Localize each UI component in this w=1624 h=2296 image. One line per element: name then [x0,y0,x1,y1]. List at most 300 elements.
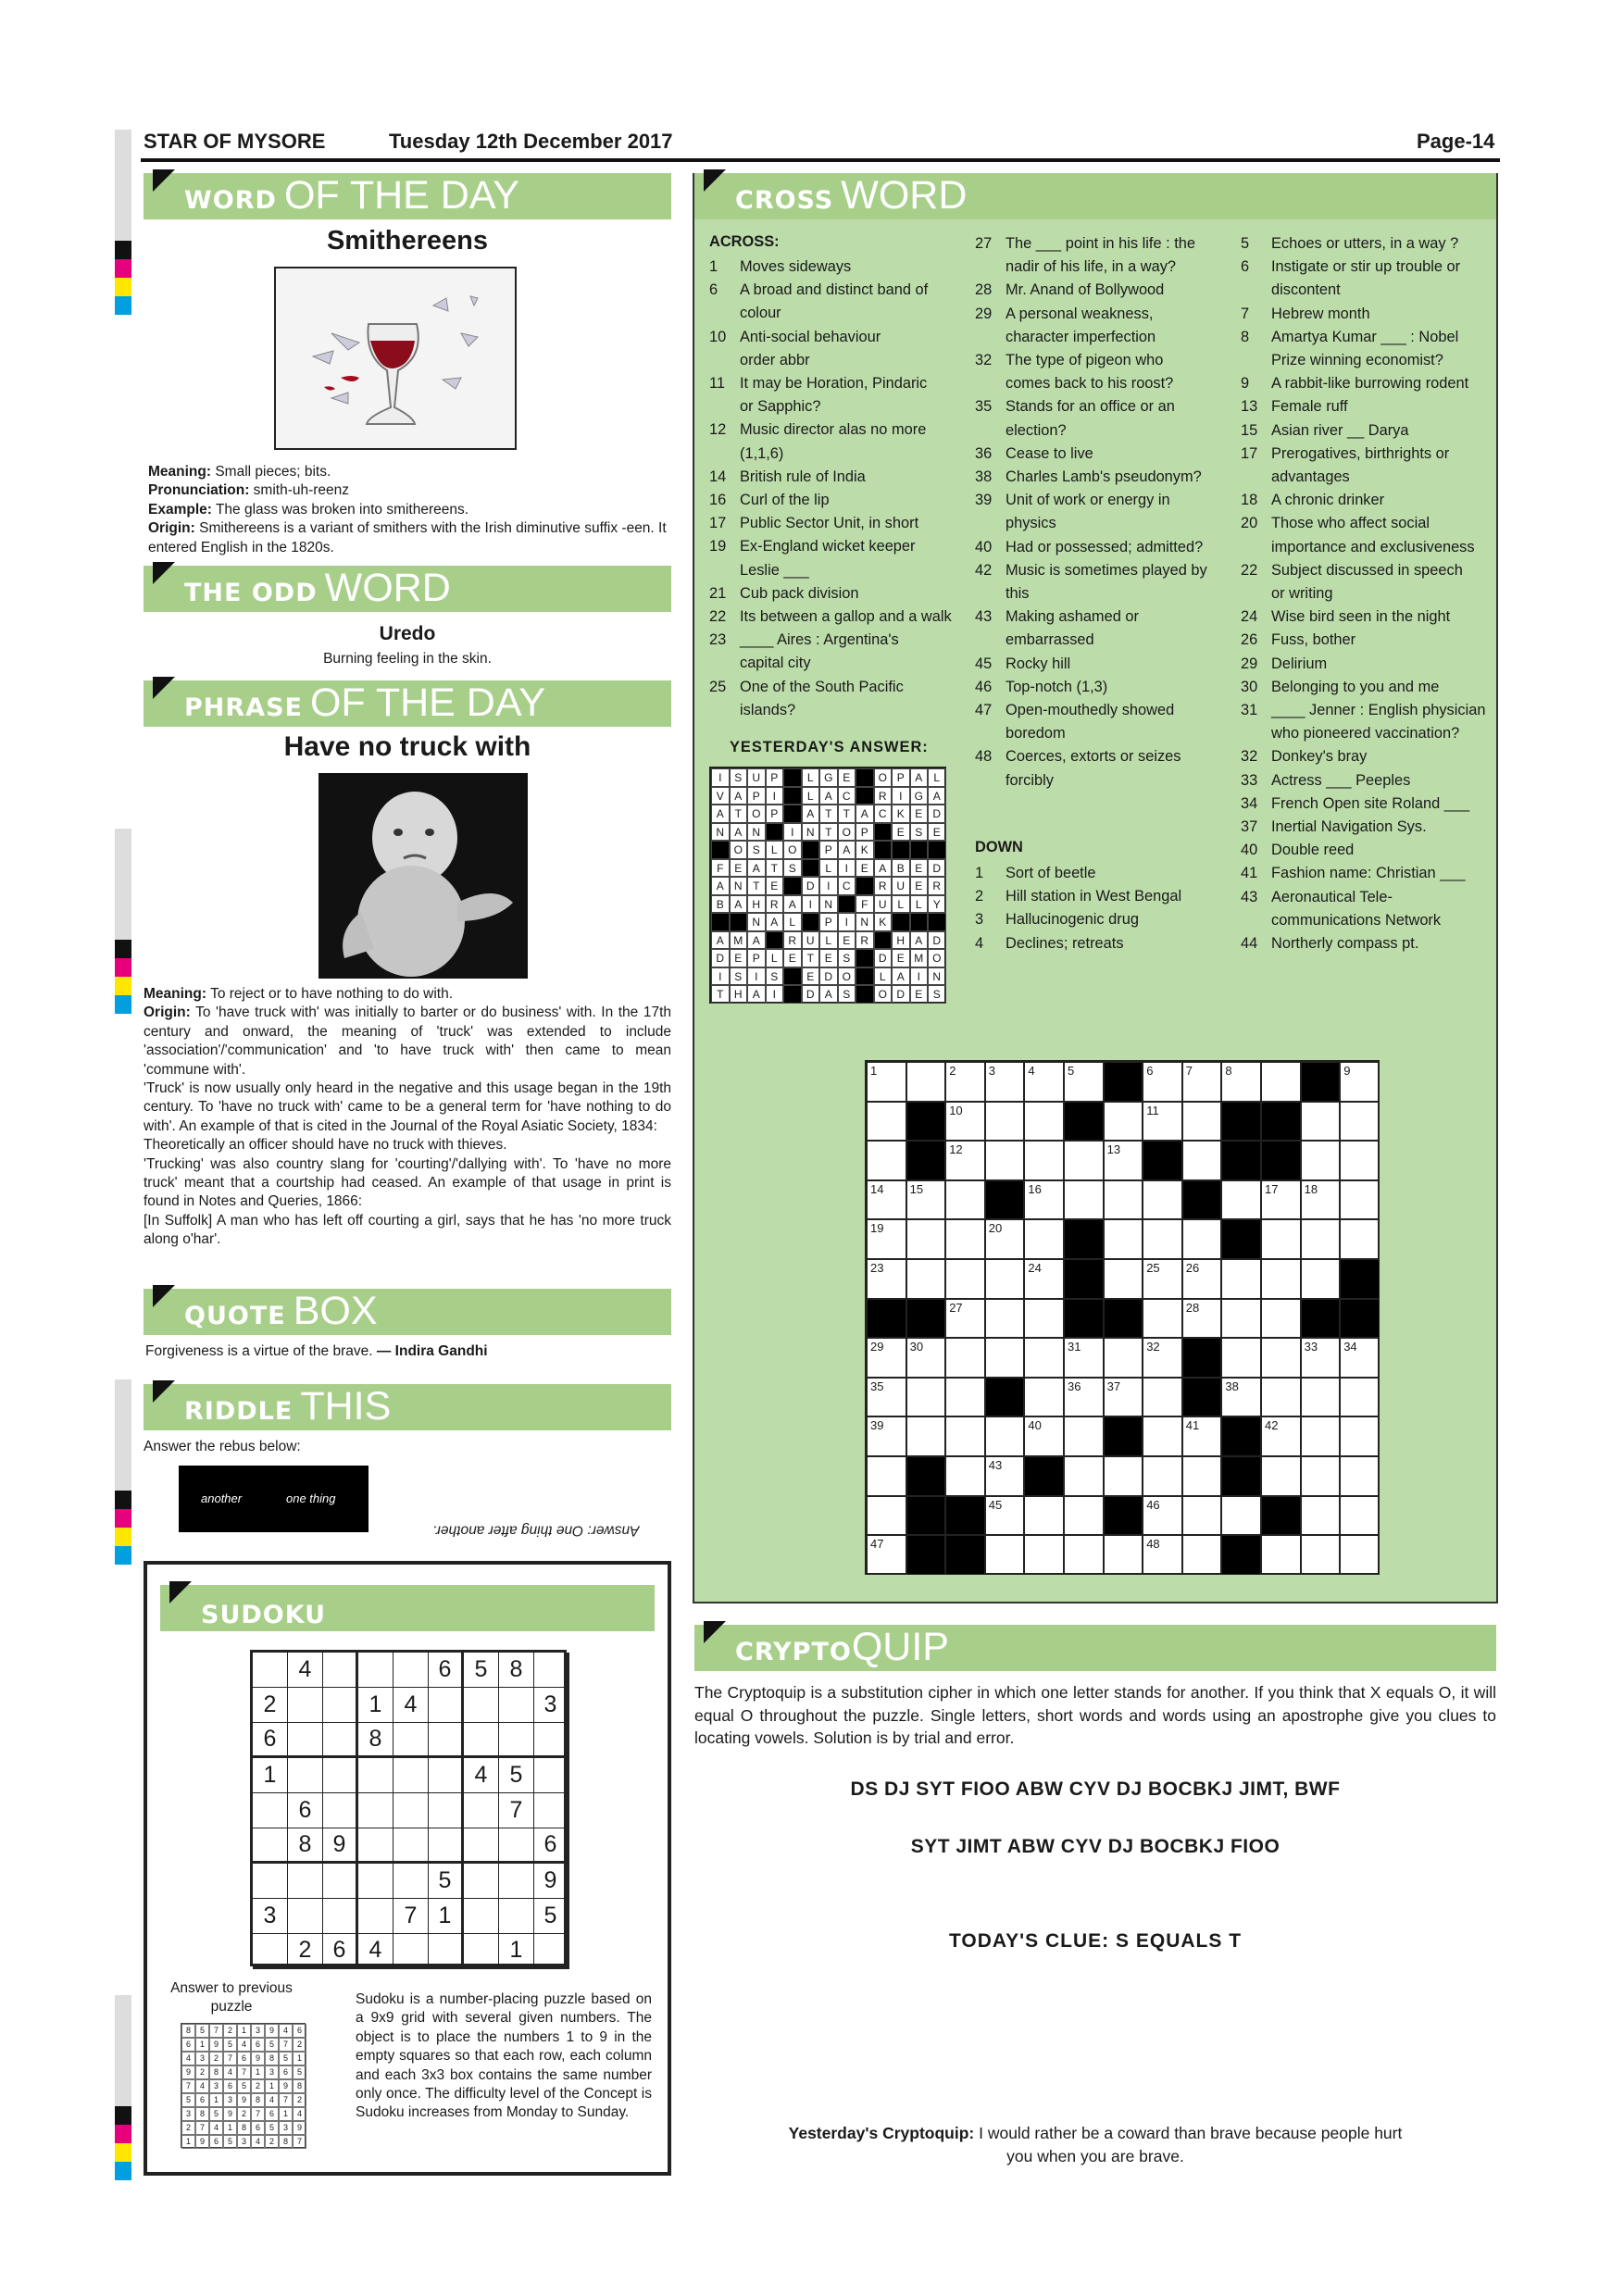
sudoku-cell: 5 [464,1653,499,1688]
crossword-cell[interactable] [945,1259,985,1299]
answer-cell [838,895,856,914]
answer-cell: T [838,805,856,823]
sudoku-cell[interactable] [323,1864,358,1899]
sudoku-cell[interactable] [323,1758,358,1793]
sudoku-cell[interactable] [534,1758,569,1793]
crossword-clue-number: 1 [870,1064,878,1078]
crossword-cell[interactable] [867,1259,906,1299]
crossword-cell[interactable] [906,1062,946,1102]
answer-cell: D [711,949,730,967]
clue-number: 1 [709,258,718,275]
answer-cell [783,967,802,986]
clue-row [709,443,955,466]
sudoku-cell[interactable] [253,1828,288,1864]
sudoku-cell[interactable] [358,1793,394,1828]
sudoku-cell[interactable] [464,1899,499,1934]
crossword-cell[interactable] [1340,1416,1380,1456]
crossword-cell[interactable] [1221,1338,1261,1378]
crossword-cell[interactable] [1143,1378,1182,1417]
crossword-cell[interactable] [1024,1259,1064,1299]
crossword-cell[interactable] [945,1299,985,1339]
crossword-cell[interactable] [1340,1102,1380,1142]
crossword-cell[interactable] [985,1102,1025,1142]
down-title: DOWN [975,839,1023,855]
crossword-cell[interactable] [1221,1299,1261,1339]
sudoku-cell[interactable] [288,1899,323,1934]
crossword-block [1182,1338,1222,1378]
sudoku-cell[interactable] [358,1653,394,1688]
sudoku-cell[interactable] [358,1828,394,1864]
sudoku-cell[interactable] [429,1758,464,1793]
clue-number: 16 [709,492,727,509]
clue-number: 38 [975,468,993,486]
crossword-cell[interactable] [1024,1416,1064,1456]
crossword-clue-number: 11 [1146,1103,1159,1117]
clue-number: 19 [709,538,727,555]
crossword-cell[interactable] [1024,1535,1064,1575]
crossword-cell[interactable] [1182,1102,1222,1142]
answer-cell: L [766,949,784,967]
clue-text: Stands for an office or an [1006,398,1175,416]
crossword-cell[interactable] [1104,1456,1143,1496]
clue-number: 39 [975,492,993,509]
crossword-cell[interactable] [1221,1496,1261,1536]
crossword-cell[interactable] [867,1102,906,1142]
sudoku-cell[interactable] [499,1864,534,1899]
crossword-cell[interactable] [867,1416,906,1456]
sudoku-cell[interactable] [464,1828,499,1864]
sudoku-cell[interactable] [464,1793,499,1828]
sudoku-cell[interactable] [358,1899,394,1934]
clue-row [975,419,1225,443]
answer-cell: L [910,895,929,914]
clue-row [709,699,955,722]
sudoku-prev-cell: 3 [279,2121,293,2135]
crossword-cell[interactable] [985,1416,1025,1456]
crossword-cell[interactable] [867,1219,906,1259]
answer-cell [856,985,874,1004]
sudoku-cell[interactable] [394,1758,429,1793]
crossword-cell[interactable] [945,1338,985,1378]
riddle-answer: Answer: One thing after another. [432,1522,640,1539]
answer-cell: S [838,985,856,1004]
rebus-image: another one thing [179,1466,369,1532]
crossword-cell[interactable] [906,1259,946,1299]
crossword-cell[interactable] [1143,1496,1182,1536]
crossword-cell[interactable] [1221,1378,1261,1417]
sudoku-cell[interactable] [464,1934,499,1969]
crossword-block [1221,1456,1261,1496]
crossword-cell[interactable] [1064,1535,1104,1575]
sudoku-prev-cell: 7 [181,2079,195,2093]
crossword-cell[interactable] [1301,1141,1341,1180]
crossword-cell[interactable] [1024,1141,1064,1180]
crossword-cell[interactable] [1064,1456,1104,1496]
crossword-cell[interactable] [985,1338,1025,1378]
crossword-cell[interactable] [1340,1338,1380,1378]
clue-text: Music is sometimes played by [1006,561,1207,579]
clue-text: Belonging to you and me [1271,678,1440,695]
crossword-cell[interactable] [1064,1141,1104,1180]
clue-number: 33 [1241,771,1258,789]
clue-number: 18 [1241,492,1258,509]
sudoku-cell[interactable] [394,1723,429,1758]
across-clues-col1 [709,256,955,722]
crossword-cell[interactable] [1261,1219,1301,1259]
crossword-cell[interactable] [1143,1456,1182,1496]
crossword-cell[interactable] [945,1416,985,1456]
crossword-cell[interactable] [1340,1535,1380,1575]
crossword-cell[interactable] [1221,1180,1261,1220]
clue-text: Ex-England wicket keeper [740,538,916,555]
clue-number: 30 [1241,678,1258,695]
crossword-cell[interactable] [1024,1496,1064,1536]
crossword-cell[interactable] [867,1535,906,1575]
clue-text: Coerces, extorts or seizes [1006,748,1181,766]
crossword-block [1182,1378,1222,1417]
sudoku-cell[interactable] [288,1723,323,1758]
crossword-cell[interactable] [1261,1338,1301,1378]
crossword-cell[interactable] [945,1378,985,1417]
answer-cell: K [856,841,874,859]
sudoku-cell: 8 [499,1653,534,1688]
sudoku-cell[interactable] [499,1723,534,1758]
sudoku-cell[interactable] [534,1934,569,1969]
crossword-cell[interactable] [867,1141,906,1180]
answer-cell [856,967,874,986]
crossword-cell[interactable] [1143,1180,1182,1220]
crossword-cell[interactable] [985,1456,1025,1496]
clue-number: 48 [975,748,993,766]
crossword-cell[interactable] [1301,1416,1341,1456]
crossword-cell[interactable] [1261,1378,1301,1417]
crossword-cell[interactable] [1064,1062,1104,1102]
answer-cell: A [730,787,748,805]
clue-text: Actress ___ Peeples [1271,771,1411,789]
crossword-cell[interactable] [1064,1338,1104,1378]
sudoku-cell[interactable] [429,1723,464,1758]
crossword-cell[interactable] [1024,1378,1064,1417]
sudoku-cell: 5 [499,1758,534,1793]
crossword-cell[interactable] [1340,1180,1380,1220]
sudoku-cell[interactable] [288,1864,323,1899]
sudoku-cell[interactable] [429,1828,464,1864]
clue-text: Fashion name: Christian ___ [1271,865,1466,882]
crossword-cell[interactable] [1024,1102,1064,1142]
answer-cell: E [856,859,874,878]
crossword-cell[interactable] [1261,1535,1301,1575]
crossword-cell[interactable] [1104,1219,1143,1259]
clue-row [709,489,955,512]
crossword-cell[interactable] [867,1062,906,1102]
clue-row [1241,676,1486,699]
header-rule [141,158,1500,162]
crossword-cell[interactable] [1104,1102,1143,1142]
clue-text: communications Network [1271,911,1442,929]
answer-cell: G [910,787,929,805]
sudoku-prev-cell: 7 [195,2121,209,2135]
answer-cell: R [783,931,802,950]
crossword-cell[interactable] [1104,1535,1143,1575]
answer-cell: K [874,913,893,931]
crossword-cell[interactable] [1261,1259,1301,1299]
crossword-cell[interactable] [1301,1456,1341,1496]
sudoku-cell[interactable] [253,1653,288,1688]
sudoku-prev-cell: 5 [237,2079,251,2093]
crossword-cell[interactable] [1182,1141,1222,1180]
sudoku-cell: 6 [323,1934,358,1969]
sudoku-cell[interactable] [253,1793,288,1828]
crossword-cell[interactable] [1261,1456,1301,1496]
sudoku-cell[interactable] [394,1934,429,1969]
sudoku-cell: 9 [534,1864,569,1899]
crossword-block [1221,1219,1261,1259]
crossword-cell[interactable] [1104,1180,1143,1220]
crossword-cell[interactable] [1340,1062,1380,1102]
answer-cell: B [892,859,910,878]
sudoku-cell[interactable] [394,1653,429,1688]
crossword-cell[interactable] [1143,1219,1182,1259]
crossword-cell[interactable] [1340,1496,1380,1536]
clue-number: 37 [1241,818,1258,836]
crossword-cell[interactable] [945,1102,985,1142]
sudoku-cell[interactable] [429,1934,464,1969]
crossword-cell[interactable] [985,1299,1025,1339]
clue-text: Top-notch (1,3) [1006,678,1108,695]
clue-text: boredom [1006,725,1066,742]
sudoku-cell[interactable] [358,1758,394,1793]
sudoku-cell[interactable] [464,1723,499,1758]
crossword-cell[interactable] [867,1378,906,1417]
crossword-clue-number: 34 [1343,1340,1357,1354]
crossword-cell[interactable] [1104,1141,1143,1180]
crossword-cell[interactable] [1182,1062,1222,1102]
clue-number: 34 [1241,794,1258,812]
sudoku-cell[interactable] [323,1688,358,1723]
crossword-cell[interactable] [1301,1535,1341,1575]
crossword-cell[interactable] [1024,1338,1064,1378]
crossword-cell[interactable] [1182,1299,1222,1339]
answer-cell [856,877,874,895]
clue-row [1241,792,1486,816]
clue-text: Female ruff [1271,398,1348,416]
crossword-cell[interactable] [985,1496,1025,1536]
answer-cell [711,913,730,931]
sudoku-prev-cell: 7 [279,2038,293,2052]
crossword-clue-number: 47 [870,1537,884,1552]
crossword-cell[interactable] [867,1180,906,1220]
crossword-cell[interactable] [1182,1219,1222,1259]
crossword-cell[interactable] [1301,1378,1341,1417]
crossword-clue-number: 41 [1185,1418,1200,1433]
answer-cell: D [802,985,820,1004]
sudoku-cell[interactable] [288,1688,323,1723]
sudoku-cell[interactable] [534,1653,569,1688]
crossword-cell[interactable] [945,1062,985,1102]
crossword-cell[interactable] [1182,1259,1222,1299]
answer-cell [874,841,893,859]
crossword-cell[interactable] [1143,1416,1182,1456]
sudoku-cell[interactable] [394,1828,429,1864]
answer-cell [766,931,784,950]
sudoku-cell[interactable] [499,1828,534,1864]
crossword-cell[interactable] [1261,1180,1301,1220]
crossword-clue-number: 43 [988,1458,1003,1472]
crossword-cell[interactable] [985,1259,1025,1299]
sudoku-cell[interactable] [534,1723,569,1758]
crossword-cell[interactable] [906,1338,946,1378]
crossword-cell[interactable] [906,1219,946,1259]
crossword-block [945,1496,985,1536]
clue-text: forcibly [1006,771,1054,789]
sudoku-cell[interactable] [499,1688,534,1723]
sudoku-cell[interactable] [534,1793,569,1828]
crossword-cell[interactable] [1143,1102,1182,1142]
sudoku-prev-cell: 8 [209,2065,223,2079]
answer-cell: S [910,823,929,842]
crossword-cell[interactable] [985,1219,1025,1259]
crossword-cell[interactable] [1143,1259,1182,1299]
crossword-cell[interactable] [1261,1299,1301,1339]
clue-row [1241,232,1486,256]
crossword-cell[interactable] [1104,1259,1143,1299]
crossword-cell[interactable] [1024,1180,1064,1220]
crossword-cell[interactable] [945,1456,985,1496]
crossword-cell[interactable] [1301,1338,1341,1378]
sudoku-cell[interactable] [323,1793,358,1828]
crossword-cell[interactable] [1143,1535,1182,1575]
crossword-cell[interactable] [1024,1062,1064,1102]
crossword-cell[interactable] [1301,1496,1341,1536]
crossword-grid[interactable] [865,1060,1380,1575]
cryptoquip-line-1: DS DJ SYT FIOO ABW CYV DJ BOCBKJ JIMT, BWF [850,1778,1341,1800]
sudoku-cell[interactable] [288,1758,323,1793]
sudoku-cell: 4 [394,1688,429,1723]
crossword-cell[interactable] [1340,1141,1380,1180]
crossword-cell[interactable] [1301,1180,1341,1220]
crossword-clue-number: 4 [1028,1064,1035,1078]
clue-row [975,629,1225,652]
crossword-cell[interactable] [1024,1299,1064,1339]
crossword-cell[interactable] [1064,1378,1104,1417]
crossword-cell[interactable] [1301,1219,1341,1259]
clue-number [975,372,1006,395]
sudoku-cell[interactable] [464,1864,499,1899]
sudoku-prev-cell: 5 [293,2065,306,2079]
sudoku-cell[interactable] [323,1653,358,1688]
sudoku-cell[interactable] [394,1864,429,1899]
clue-row [1241,372,1486,395]
sudoku-cell[interactable] [429,1688,464,1723]
crossword-cell[interactable] [1261,1416,1301,1456]
sudoku-prev-cell: 1 [279,2107,293,2121]
crossword-cell[interactable] [1340,1378,1380,1417]
clue-row [975,512,1225,535]
crossword-cell[interactable] [867,1338,906,1378]
crossword-cell[interactable] [985,1535,1025,1575]
crossword-cell[interactable] [985,1062,1025,1102]
crossword-cell[interactable] [1221,1259,1261,1299]
crossword-cell[interactable] [1261,1062,1301,1102]
sudoku-cell[interactable] [323,1723,358,1758]
sudoku-banner: SUDOKU [160,1585,655,1631]
sudoku-cell[interactable] [358,1864,394,1899]
sudoku-cell[interactable] [253,1864,288,1899]
answer-cell: A [783,895,802,914]
clue-text: Asian river __ Darya [1271,421,1409,439]
crossword-cell[interactable] [1182,1535,1222,1575]
crossword-cell[interactable] [1340,1456,1380,1496]
crossword-cell[interactable] [1182,1416,1222,1456]
sudoku-cell[interactable] [464,1688,499,1723]
crossword-cell[interactable] [906,1180,946,1220]
sudoku-prev-cell: 7 [279,2093,293,2107]
crossword-cell[interactable] [1182,1496,1222,1536]
sudoku-cell[interactable] [323,1899,358,1934]
crossword-cell[interactable] [1340,1219,1380,1259]
clue-row [1241,512,1486,535]
crossword-cell[interactable] [906,1378,946,1417]
clue-text: The ___ point in his life : the [1006,235,1196,252]
crossword-cell[interactable] [867,1456,906,1496]
crossword-cell[interactable] [945,1141,985,1180]
crossword-cell[interactable] [1104,1338,1143,1378]
answer-cell: A [711,877,730,895]
sudoku-cell[interactable] [499,1899,534,1934]
clue-number: 13 [1241,398,1258,416]
crossword-cell[interactable] [1301,1102,1341,1142]
crossword-cell[interactable] [1064,1496,1104,1536]
clue-number: 41 [1241,865,1258,882]
clue-text: importance and exclusiveness [1271,538,1475,555]
sudoku-prev-cell: 8 [265,2052,279,2065]
crossword-cell[interactable] [1143,1338,1182,1378]
answer-cell: S [747,841,766,859]
crossword-block [1301,1299,1341,1339]
odd-word-banner: THE ODD WORD [144,566,671,612]
registration-marks-mid [115,829,131,1014]
clue-number [975,722,1006,745]
answer-cell: R [928,877,946,895]
sudoku-cell: 4 [358,1934,394,1969]
clue-number: 32 [1241,748,1258,766]
crossword-cell[interactable] [1182,1456,1222,1496]
sudoku-cell[interactable] [429,1793,464,1828]
clue-number: 15 [1241,421,1258,439]
crossword-cell[interactable] [985,1141,1025,1180]
crossword-cell[interactable] [1104,1378,1143,1417]
clue-row [1241,909,1486,932]
crossword-cell[interactable] [945,1180,985,1220]
crossword-cell[interactable] [1064,1416,1104,1456]
sudoku-cell[interactable] [394,1793,429,1828]
answer-cell: A [711,931,730,950]
crossword-cell[interactable] [1301,1259,1341,1299]
crossword-cell[interactable] [1221,1062,1261,1102]
sudoku-cell[interactable] [253,1934,288,1969]
crossword-cell[interactable] [906,1416,946,1456]
crossword-cell[interactable] [1143,1062,1182,1102]
crossword-cell[interactable] [945,1219,985,1259]
crossword-cell[interactable] [1064,1180,1104,1220]
crossword-cell[interactable] [1024,1219,1064,1259]
crossword-cell[interactable] [867,1496,906,1536]
sudoku-prev-cell: 2 [195,2065,209,2079]
clue-number: 24 [1241,608,1258,626]
crossword-clue-number: 24 [1028,1261,1042,1275]
answer-cell: P [819,841,838,859]
crossword-cell[interactable] [1143,1299,1182,1339]
